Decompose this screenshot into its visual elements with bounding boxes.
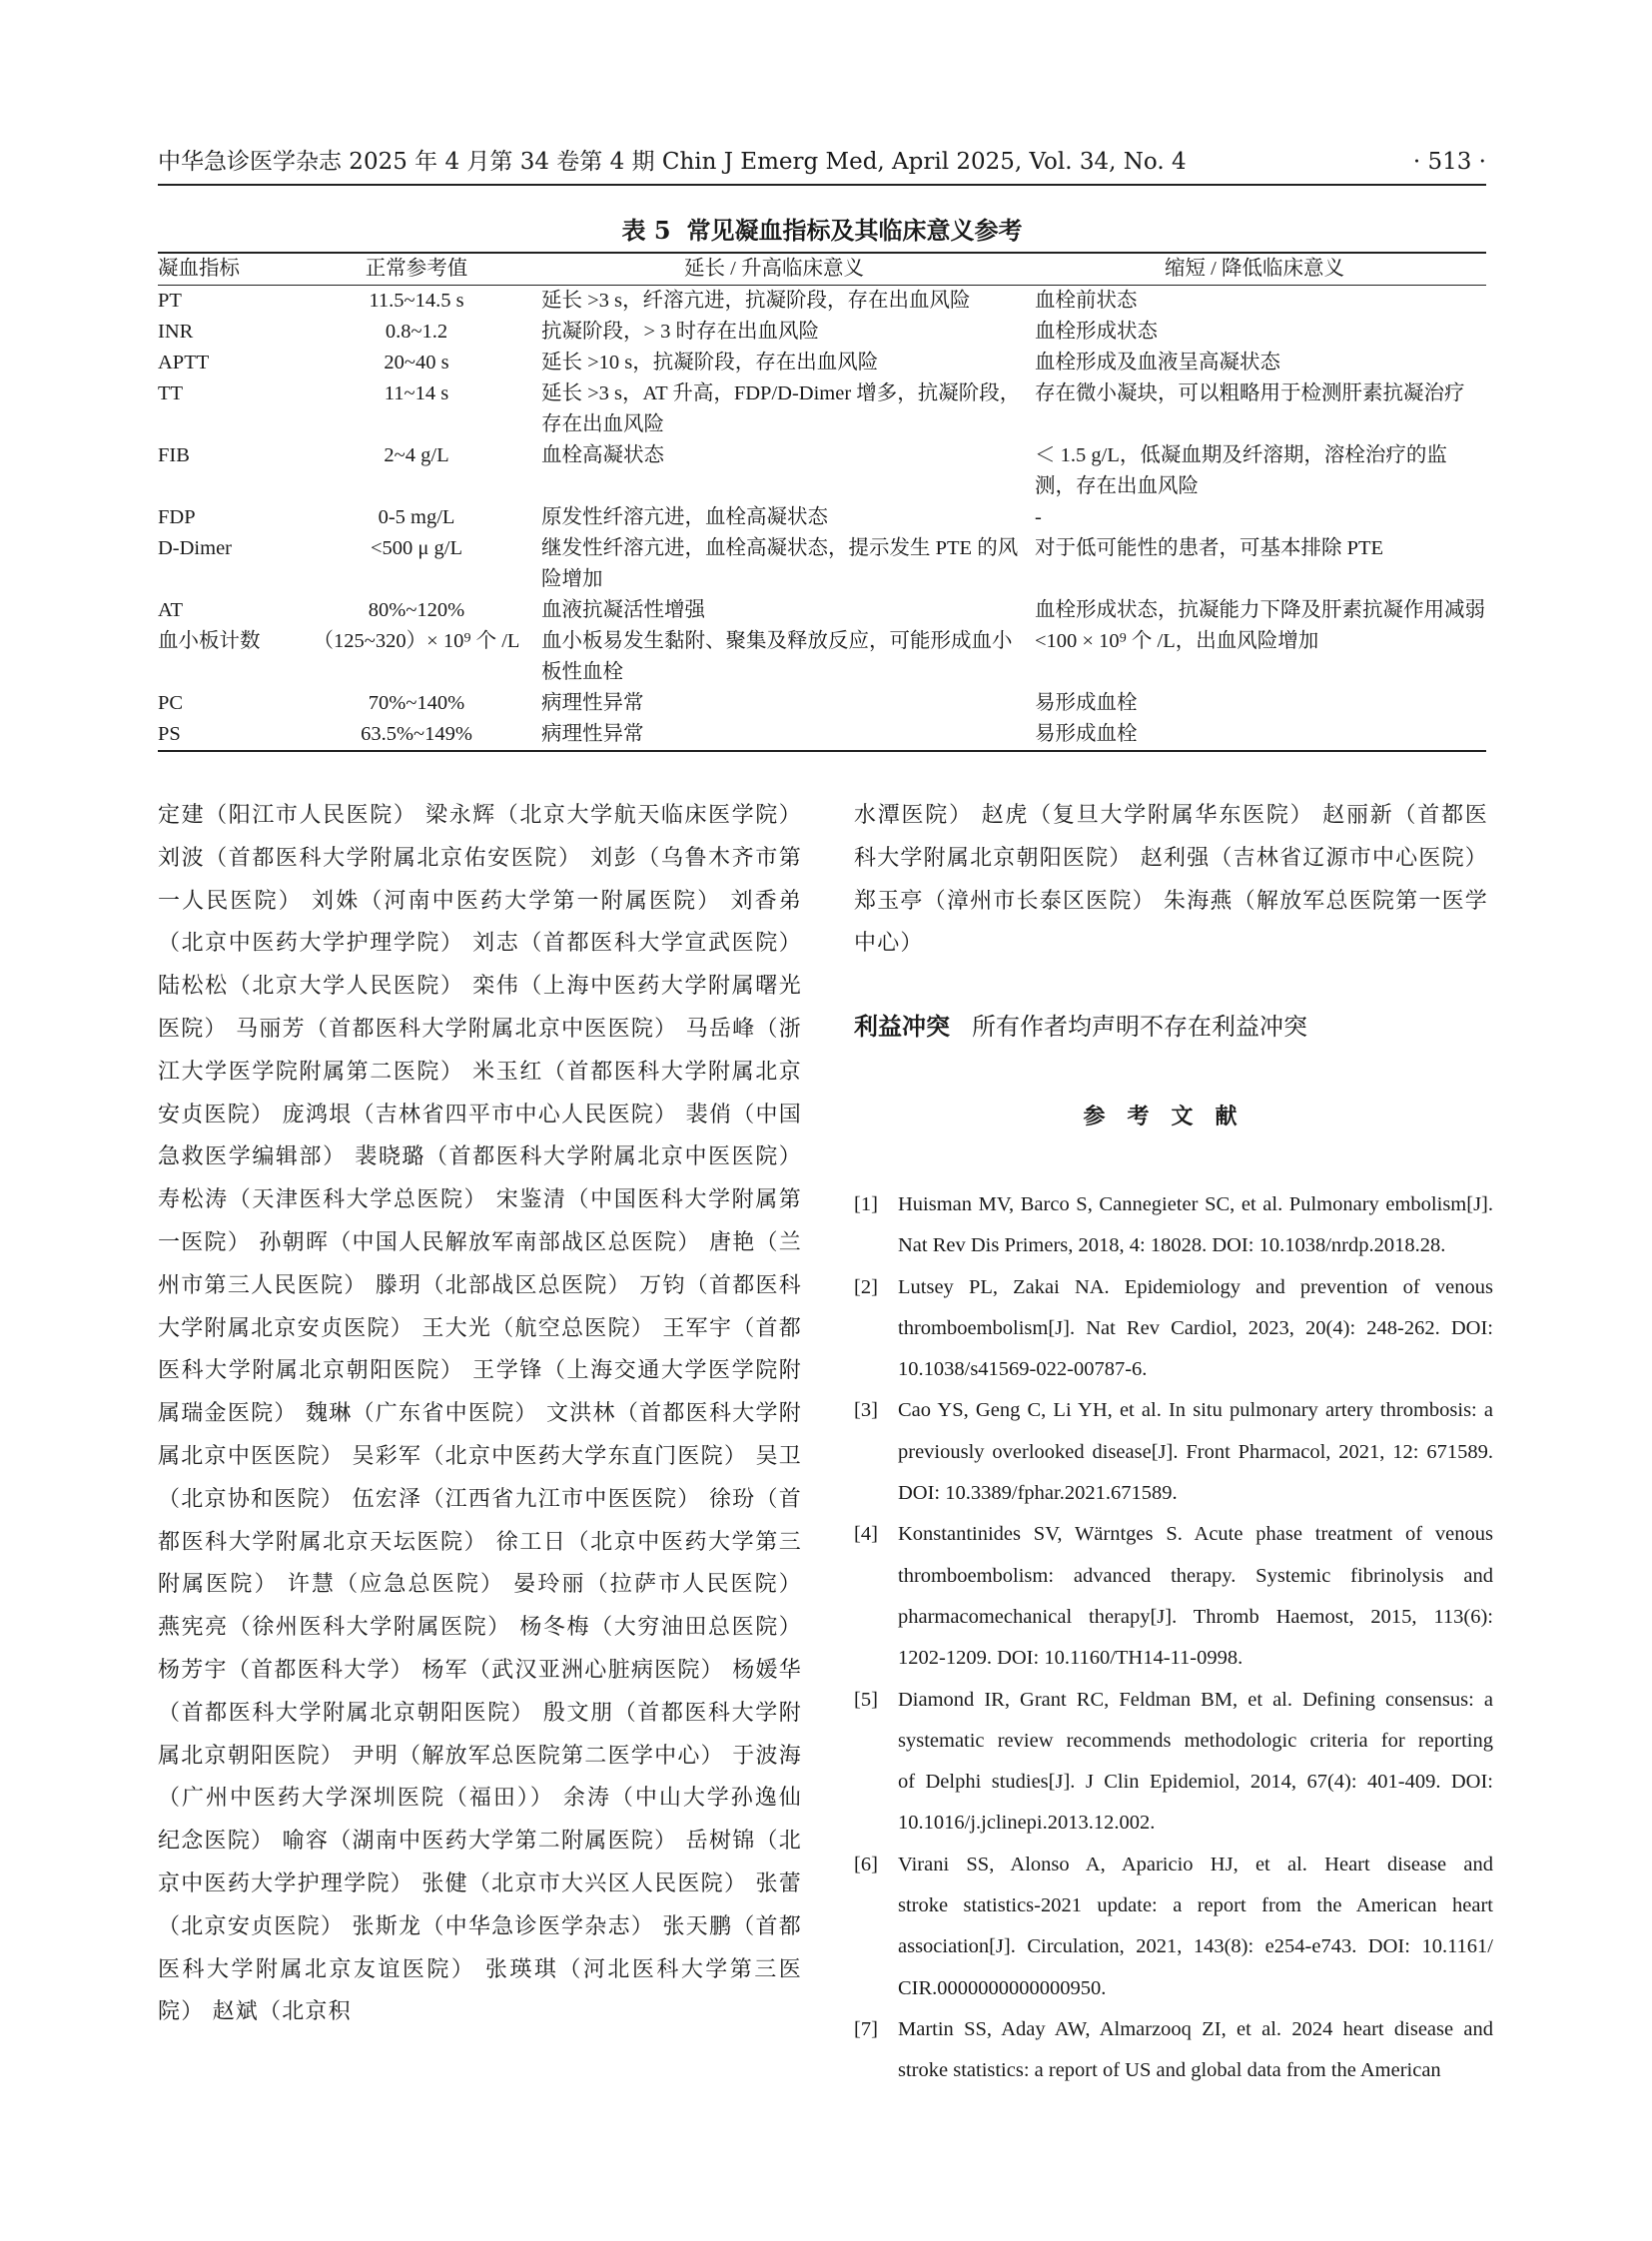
reference-list	[854, 1184, 1493, 2092]
table-row	[158, 348, 1486, 378]
table-row	[158, 502, 1486, 533]
table-row	[158, 626, 1486, 688]
cell-high: 继发性纤溶亢进，血栓高凝状态，提示发生 PTE 的风险增加	[541, 537, 1019, 590]
column-header: 凝血指标	[158, 258, 240, 280]
reference-item	[854, 1184, 1493, 1267]
author-list-left: 定建（阳江市人民医院） 梁永辉（北京大学航天临床医学院） 刘波（首都医科大学附属北京佑安医院） 刘彭（乌鲁木齐市第一人民医院） 刘姝（河南中医药大学第一附属医院） 刘香弟（北京中医药大学护理学院） 刘志（首都医科大学宣武医院） 陆松松（北京大学人民医院） 栾伟（上海中医药大学附属曙光医院） 马丽芳（首都医科大学附属北京中医医院） 马岳峰（浙江大学医学院附属第二医院） 米玉红（首都医科大学附属北京安贞医院） 庞鸿垠（吉林省四平市中心人民医院） 裴俏（中国急救医学编辑部） 裴晓璐（首都医科大学附属北京中医医院） 寿松涛（天津医科大学总医院） 宋鉴清（中国医科大学附属第一医院） 孙朝晖（中国人民解放军南部战区总医院） 唐艳（兰州市第三人民医院） 滕玥（北部战区总医院） 万钧（首都医科大学附属北京安贞医院） 王大光（航空总医院） 王军宇（首都医科大学附属北京朝阳医院） 王学锋（上海交通大学医学院附属瑞金医院） 魏琳（广东省中医院） 文洪林（首都医科大学附属北京中医医院） 吴彩军（北京中医药大学东直门医院） 吴卫（北京协和医院） 伍宏泽（江西省九江市中医医院） 徐玢（首都医科大学附属北京天坛医院） 徐工日（北京中医药大学第三附属医院） 许慧（应急总医院） 晏玲丽（拉萨市人民医院） 燕宪亮（徐州医科大学附属医院） 杨冬梅（大穷油田总医院） 杨芳宇（首都医科大学） 杨军（武汉亚洲心脏病医院） 杨媛华（首都医科大学附属北京朝阳医院） 殷文朋（首都医科大学附属北京朝阳医院） 尹明（解放军总医院第二医学中心） 于波海（广州中医药大学深圳医院（福田）） 余涛（中山大学孙逸仙纪念医院） 喻容（湖南中医药大学第二附属医院） 岳树锦（北京中医药大学护理学院） 张健（北京市大兴区人民医院） 张蕾（北京安贞医院） 张斯龙（中华急诊医学杂志） 张天鹏（首都医科大学附属北京友谊医院） 张瑛琪（河北医科大学第三医院） 赵斌（北京积	[158, 803, 802, 2025]
reference-line: Lutsey PL, Zakai NA. Epidemiology and prevention of venous	[898, 1275, 1493, 1298]
reference-number: [1]	[854, 1193, 878, 1215]
cell-reference: 2~4 g/L	[384, 444, 449, 466]
table-row	[158, 533, 1486, 595]
cell-reference: 70%~140%	[368, 692, 465, 714]
cell-high: 病理性异常	[541, 723, 644, 745]
cell-low: 对于低可能性的患者，可基本排除 PTE	[1035, 537, 1384, 559]
table-row	[158, 719, 1486, 751]
cell-high: 血液抗凝活性增强	[541, 599, 705, 621]
cell-reference: <500 μ g/L	[370, 537, 463, 559]
reference-line: association[J]. Circulation, 2021, 143(8): e254-e743. DOI: 10.1161/	[898, 1935, 1493, 1958]
cell-reference: （125~320）× 10⁹ 个 /L	[313, 630, 520, 652]
reference-line: Nat Rev Dis Primers, 2018, 4: 18028. DOI: 10.1038/nrdp.2018.28.	[898, 1234, 1446, 1257]
table-caption	[158, 214, 1486, 248]
reference-line: Diamond IR, Grant RC, Feldman BM, et al. Defining consensus: a	[898, 1688, 1493, 1711]
header-rule	[158, 184, 1486, 186]
reference-item	[854, 1680, 1493, 1845]
author-list-right: 水潭医院） 赵虎（复旦大学附属华东医院） 赵丽新（首都医科大学附属北京朝阳医院） 赵利强（吉林省辽源市中心医院） 郑玉亭（漳州市长泰区医院） 朱海燕（解放军总医院第一医学中心）	[854, 803, 1488, 957]
cell-high: 原发性纤溶亢进，血栓高凝状态	[541, 506, 828, 528]
reference-line: systematic review recommends methodologic criteria for reporting	[898, 1729, 1493, 1752]
reference-item	[854, 1390, 1493, 1514]
reference-line: Cao YS, Geng C, Li YH, et al. In situ pulmonary artery thrombosis: a	[898, 1399, 1493, 1422]
cell-high: 病理性异常	[541, 692, 644, 714]
column-header: 延长 / 升高临床意义	[684, 258, 864, 280]
cell-low: 易形成血栓	[1035, 692, 1138, 714]
page-number: · 513 ·	[1412, 149, 1486, 175]
cell-low: 血栓形成状态	[1035, 321, 1158, 343]
reference-line: stroke statistics-2021 update: a report from the American heart	[898, 1894, 1493, 1917]
reference-line: DOI: 10.3389/fphar.2021.671589.	[898, 1482, 1178, 1505]
cell-low: 血栓形成状态，抗凝能力下降及肝素抗凝作用减弱	[1035, 599, 1485, 621]
cell-index: PT	[158, 290, 182, 312]
reference-line: stroke statistics: a report of US and global data from the American	[898, 2059, 1441, 2082]
cell-index: INR	[158, 321, 194, 343]
cell-high: 延长 >3 s，纤溶亢进，抗凝阶段，存在出血风险	[541, 290, 971, 312]
reference-number: [4]	[854, 1523, 878, 1546]
cell-reference: 20~40 s	[384, 352, 449, 374]
cell-index: FIB	[158, 444, 190, 466]
journal-citation: 中华急诊医学杂志 2025 年 4 月第 34 卷第 4 期 Chin J Emerg Med, April 2025, Vol. 34, No. 4	[158, 149, 1187, 175]
cell-low: 血栓前状态	[1035, 290, 1138, 312]
reference-line: 1202-1209. DOI: 10.1160/TH14-11-0998.	[898, 1647, 1243, 1670]
reference-line: Huisman MV, Barco S, Cannegieter SC, et al. Pulmonary embolism[J].	[898, 1193, 1493, 1215]
cell-low: 血栓形成及血液呈高凝状态	[1035, 352, 1280, 374]
reference-number: [2]	[854, 1275, 878, 1298]
cell-reference: 11.5~14.5 s	[369, 290, 464, 312]
reference-number: [6]	[854, 1853, 878, 1875]
cell-high: 血栓高凝状态	[541, 444, 664, 466]
reference-number: [7]	[854, 2017, 878, 2040]
table-row	[158, 440, 1486, 502]
cell-high: 抗凝阶段，> 3 时存在出血风险	[541, 321, 820, 343]
cell-high: 血小板易发生黏附、聚集及释放反应，可能形成血小板性血栓	[541, 630, 1013, 683]
cell-low: <100 × 10⁹ 个 /L，出血风险增加	[1035, 630, 1319, 652]
reference-line: thromboembolism: advanced therapy. Systemic fibrinolysis and	[898, 1564, 1493, 1587]
cell-reference: 0.8~1.2	[385, 321, 448, 343]
cell-high: 延长 >10 s，抗凝阶段，存在出血风险	[541, 352, 879, 374]
conflict-of-interest	[854, 1007, 1488, 1047]
cell-low: -	[1035, 506, 1042, 528]
reference-number: [5]	[854, 1688, 878, 1711]
reference-line: Virani SS, Alonso A, Aparicio HJ, et al. Heart disease and	[898, 1853, 1493, 1875]
column-header: 正常参考值	[365, 258, 468, 280]
cell-index: TT	[158, 382, 184, 404]
column-header: 缩短 / 降低临床意义	[1165, 258, 1344, 280]
cell-index: APTT	[158, 352, 210, 374]
cell-low: 易形成血栓	[1035, 723, 1138, 745]
cell-low: ＜ 1.5 g/L，低凝血期及纤溶期，溶栓治疗的监测，存在出血风险	[1035, 444, 1447, 497]
reference-line: 10.1016/j.jclinepi.2013.12.002.	[898, 1812, 1156, 1835]
reference-item	[854, 2009, 1493, 2092]
table-label: 表 5	[621, 216, 671, 245]
reference-number: [3]	[854, 1399, 878, 1422]
cell-index: D-Dimer	[158, 537, 233, 559]
reference-item	[854, 1267, 1493, 1391]
table-header-row	[158, 253, 1486, 286]
cell-high: 延长 >3 s，AT 升高，FDP/D-Dimer 增多，抗凝阶段，存在出血风险	[541, 382, 1021, 435]
cell-low: 存在微小凝块，可以粗略用于检测肝素抗凝治疗	[1035, 382, 1465, 404]
reference-item	[854, 1514, 1493, 1679]
reference-line: CIR.0000000000000950.	[898, 1976, 1107, 1999]
reference-line: Konstantinides SV, Wärntges S. Acute phase treatment of venous	[898, 1523, 1493, 1546]
cell-index: AT	[158, 599, 184, 621]
cell-index: 血小板计数	[158, 630, 261, 652]
cell-index: PC	[158, 692, 184, 714]
conflict-text: 所有作者均声明不存在利益冲突	[972, 1013, 1307, 1041]
cell-reference: 0-5 mg/L	[378, 506, 455, 528]
cell-reference: 63.5%~149%	[361, 723, 472, 745]
coagulation-table	[158, 252, 1486, 752]
cell-index: FDP	[158, 506, 196, 528]
running-header	[158, 142, 1486, 182]
reference-line: 10.1038/s41569-022-00787-6.	[898, 1358, 1148, 1381]
cell-reference: 11~14 s	[384, 382, 449, 404]
table-row	[158, 286, 1486, 318]
reference-line: of Delphi studies[J]. J Clin Epidemiol, 2014, 67(4): 401-409. DOI:	[898, 1771, 1493, 1794]
table-row	[158, 317, 1486, 348]
table-row	[158, 378, 1486, 440]
table-title: 常见凝血指标及其临床意义参考	[686, 216, 1023, 245]
table-row	[158, 688, 1486, 719]
conflict-label: 利益冲突	[854, 1012, 950, 1041]
references-heading: 参考文献	[1083, 1104, 1259, 1129]
reference-line: Martin SS, Aday AW, Almarzooq ZI, et al. 2024 heart disease and	[898, 2017, 1493, 2040]
cell-reference: 80%~120%	[368, 599, 465, 621]
table-row	[158, 595, 1486, 626]
cell-index: PS	[158, 723, 181, 745]
reference-item	[854, 1845, 1493, 2009]
reference-line: thromboembolism[J]. Nat Rev Cardiol, 2023, 20(4): 248-262. DOI:	[898, 1316, 1493, 1339]
reference-line: pharmacomechanical therapy[J]. Thromb Haemost, 2015, 113(6):	[898, 1605, 1493, 1628]
reference-line: previously overlooked disease[J]. Front Pharmacol, 2021, 12: 671589.	[898, 1440, 1493, 1463]
